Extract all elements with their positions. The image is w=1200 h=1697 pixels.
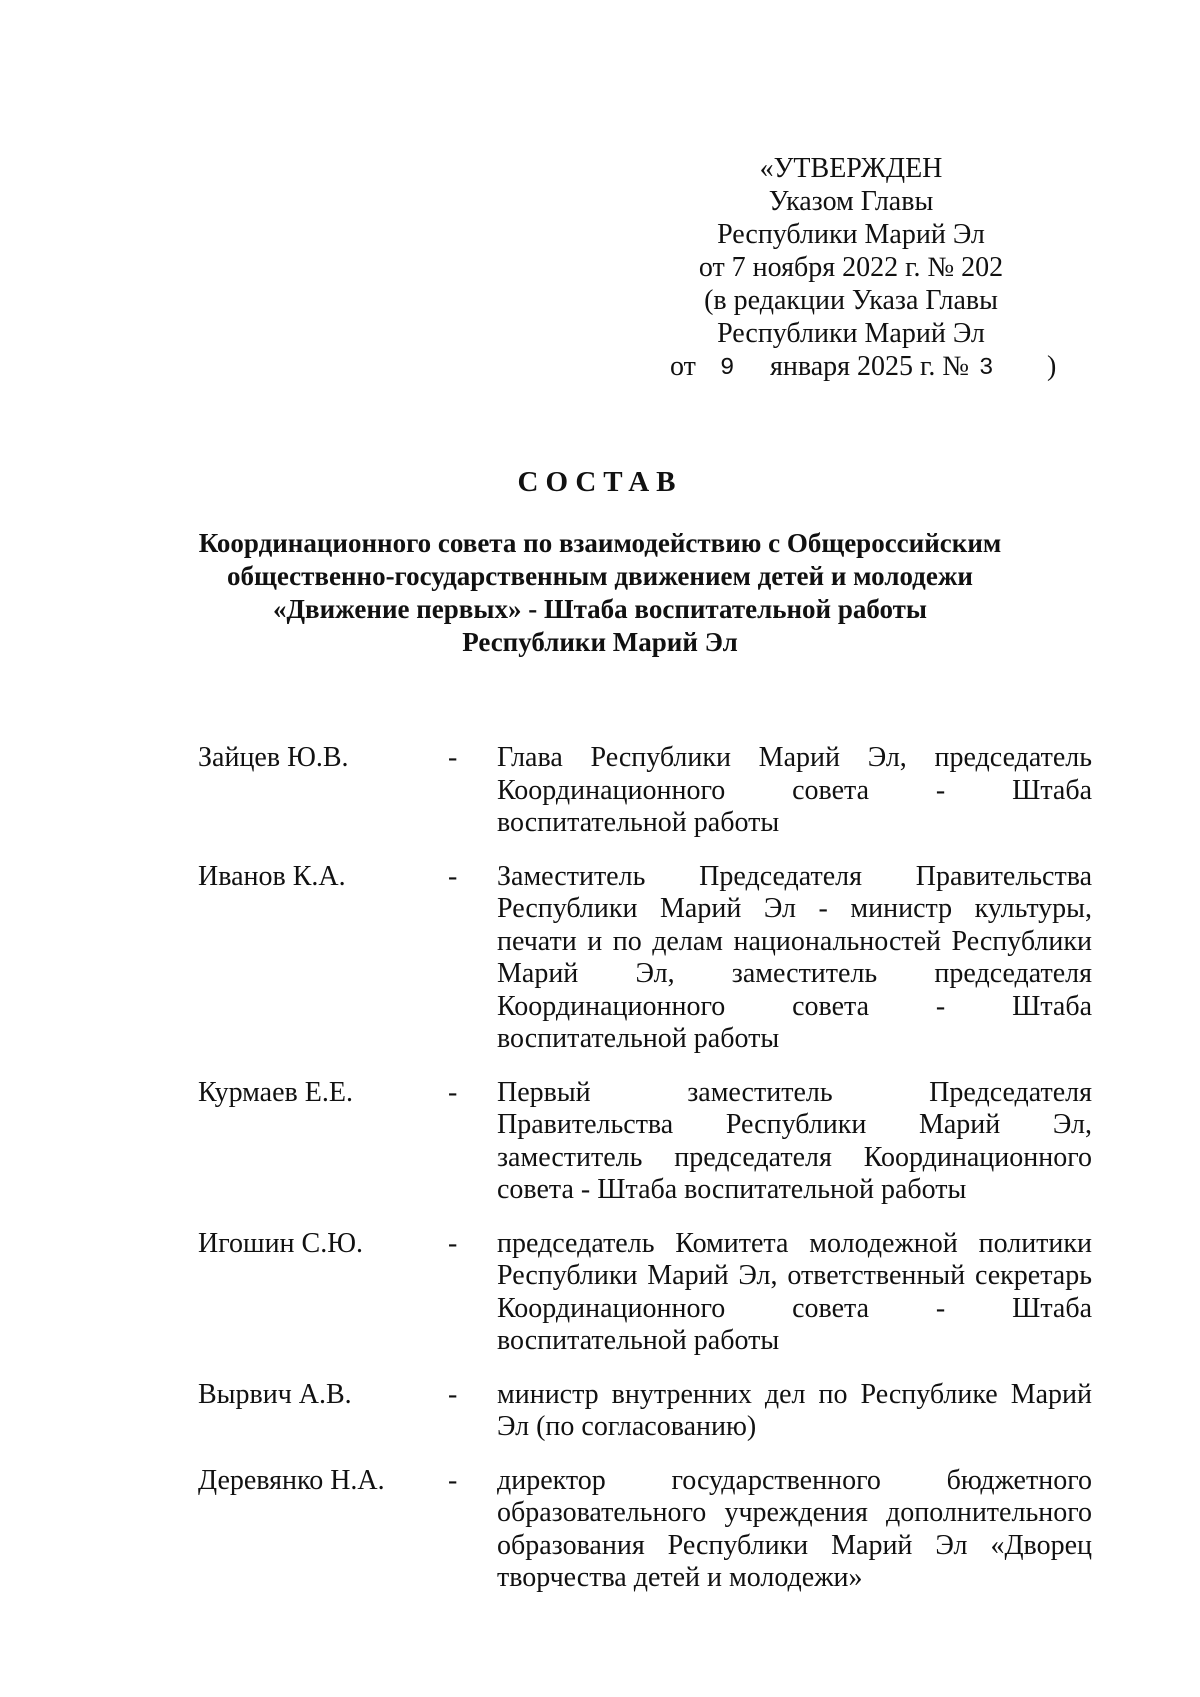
member-dash: - bbox=[448, 860, 458, 892]
member-dash: - bbox=[448, 742, 458, 773]
approval-line: Указом Главы bbox=[768, 186, 934, 217]
member-entry bbox=[198, 742, 1098, 840]
approval-line: от 7 ноября 2022 г. № 202 bbox=[698, 252, 1004, 283]
approval-line: (в редакции Указа Главы bbox=[704, 285, 998, 316]
member-entry bbox=[198, 1465, 1098, 1595]
member-role: директор государственного бюджетного образовательного учреждения дополнительного образования Республики Марий Эл «Дворец творчества детей и молодежи» bbox=[497, 1464, 1092, 1593]
member-name: Курмаев Е.Е. bbox=[198, 1076, 353, 1108]
closing-parenthesis: ) bbox=[1047, 351, 1057, 382]
member-name: Вырвич А.В. bbox=[198, 1378, 352, 1410]
member-role: председатель Комитета молодежной политики Республики Марий Эл, ответственный секретарь Координационного совета - Штаба воспитательной работы bbox=[497, 1227, 1092, 1356]
approval-line: Республики Марий Эл bbox=[717, 219, 985, 250]
members-list bbox=[198, 742, 1098, 1595]
member-name: Иванов К.А. bbox=[198, 860, 346, 892]
subtitle-line: Координационного совета по взаимодействию с Общероссийским bbox=[198, 528, 1002, 558]
member-entry bbox=[198, 1228, 1098, 1358]
subtitle-line: общественно-государственным движением детей и молодежи bbox=[227, 561, 973, 591]
approval-stamp bbox=[648, 152, 1057, 383]
subtitle-line: «Движение первых» - Штаба воспитательной работы bbox=[272, 594, 928, 624]
subtitle-line: Республики Марий Эл bbox=[462, 627, 738, 657]
date-month-year: января 2025 г. № bbox=[770, 351, 970, 382]
document-number: 3 bbox=[979, 355, 994, 382]
member-name: Игошин С.Ю. bbox=[198, 1227, 363, 1259]
date-prefix: от bbox=[670, 351, 696, 382]
member-role: Заместитель Председателя Правительства Республики Марий Эл - министр культуры, печати и по делам национальностей Республики Марий Эл, заместитель председателя Координационного совета - Штаба воспитательной работы bbox=[497, 860, 1092, 1054]
date-day: 9 bbox=[720, 355, 735, 382]
member-name: Зайцев Ю.В. bbox=[198, 742, 349, 773]
member-role: министр внутренних дел по Республике Марий Эл (по согласованию) bbox=[497, 1378, 1092, 1442]
member-entry bbox=[198, 1379, 1098, 1444]
member-entry bbox=[198, 861, 1098, 1056]
amendment-date-line bbox=[648, 350, 1057, 383]
member-dash: - bbox=[448, 1464, 458, 1496]
member-role: Первый заместитель Председателя Правительства Республики Марий Эл, заместитель председателя Координационного совета - Штаба воспитательной работы bbox=[497, 1076, 1092, 1205]
document-subtitle bbox=[170, 527, 1030, 659]
approval-line: «УТВЕРЖДЕН bbox=[759, 153, 943, 184]
approval-line: Республики Марий Эл bbox=[717, 318, 985, 349]
member-dash: - bbox=[448, 1378, 458, 1410]
member-dash: - bbox=[448, 1076, 458, 1108]
member-entry bbox=[198, 1077, 1098, 1207]
document-title: СОСТАВ bbox=[517, 466, 683, 498]
member-role: Глава Республики Марий Эл, председатель Координационного совета - Штаба воспитательной работы bbox=[497, 742, 1092, 838]
member-dash: - bbox=[448, 1227, 458, 1259]
member-name: Деревянко Н.А. bbox=[198, 1464, 385, 1496]
